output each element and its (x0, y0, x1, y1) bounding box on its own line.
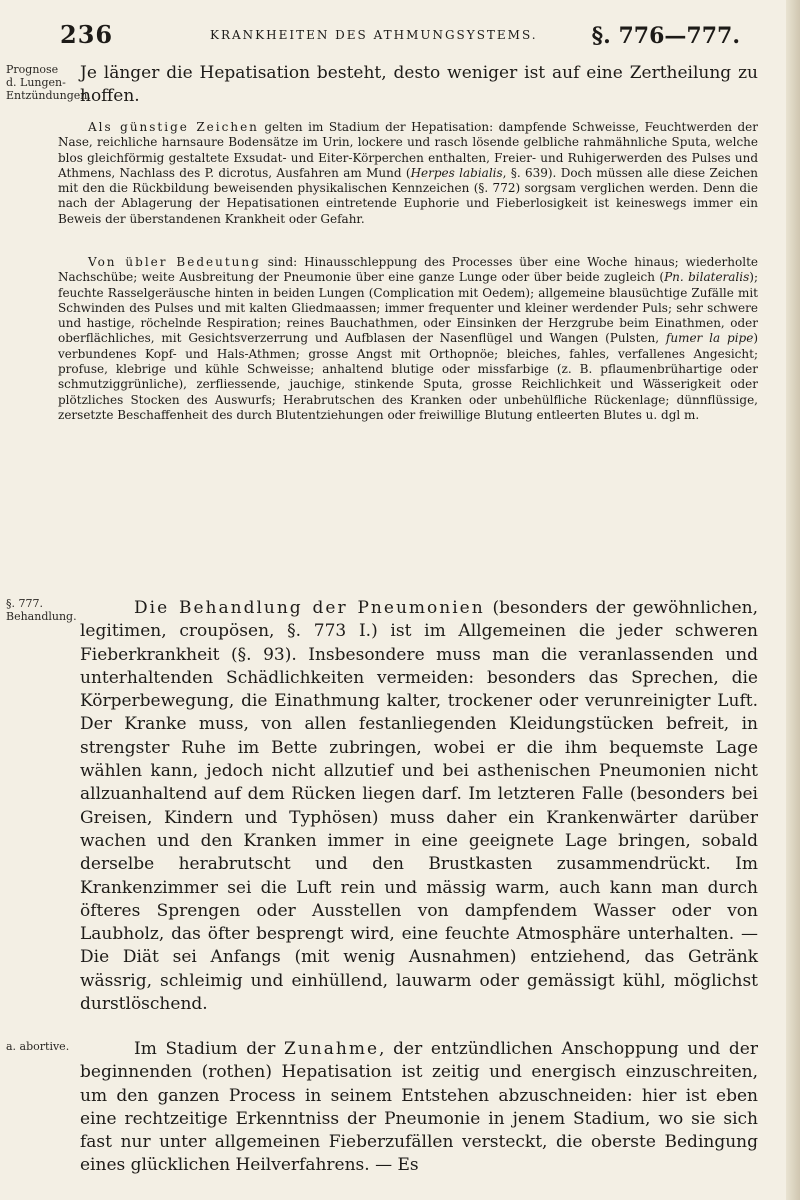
paragraph-unfavorable-signs: Von übler Bedeutung sind: Hinausschleppung des Processes über eine Woche hinaus; wiederholte Nachschübe; weite Ausbreitung der Pneumonie über eine ganze Lunge oder über beide zugleich (Pn. bilateralis); feuchte Rasselgeräusche hinten in beiden Lungen (Complication mit Oedem); allgemeine blausüchtige Zufälle mit Schwinden des Pulses und mit kalten Gliedmaassen; immer frequenter und kleiner werdender Puls; sehr schwere und hastige, röchelnde Respiration; reines Bauchathmen, oder Einsinken der Herzgrube beim Einathmen, oder oberflächliches, mit Gesichtsverzerrung und Aufblasen der Nasenflügel und Wangen (Pulsten, fumer la pipe) verbundenes Kopf- und Hals-Athmen; grosse Angst mit Orthopnöe; bleiches, fahles, verfallenes Angesicht; profuse, klebrige und kühle Schweisse; anhaltend blutige oder missfarbige (z. B. pflaumenbrühartige oder schmutziggrünliche), zerfliessende, jauchige, stinkende Sputa, grosse Reichlichkeit und Wässerigkeit oder plötzliches Stocken des Auswurfs; Herabrutschen des Kranken oder unbehülfliche Rückenlage; dünnflüssige, zersetzte Beschaffenheit des durch Blutentziehungen oder freiwillige Blutung entleerten Blutes u. dgl m. (58, 255, 759, 422)
page-header (60, 20, 740, 56)
page-spine-edge (786, 0, 800, 1200)
section-range: §. 776—777. (591, 23, 740, 49)
paragraph-treatment: Die Behandlung der Pneumonien (besonders der gewöhnlichen, legitimen, croupösen, §. 773 I.) ist im Allgemeinen die jeder schweren Fieberkrankheit (§. 93). Insbesondere muss man die veranlassenden und unterhaltenden Schädlichkeiten vermeiden: besonders das Sprechen, die Körperbewegung, die Einathmung kalter, trockener oder verunreinigter Luft. Der Kranke muss, von allen festanliegenden Kleidungstücken befreit, in strengster Ruhe im Bette zubringen, wobei er die ihm bequemste Lage wählen kann, jedoch nicht allzutief und bei asthenischen Pneumonien nicht allzuanhaltend auf dem Rücken liegen darf. Im letzteren Falle (besonders bei Greisen, Kindern und Typhösen) muss daher ein Krankenwärter darüber wachen und den Kranken immer in eine geeignete Lage bringen, sobald derselbe herabrutscht und den Brustkasten zusammendrückt. Im Krankenzimmer sei die Luft rein und mässig warm, auch kann man durch öfteres Sprengen oder Ausstellen von dampfendem Wasser oder von Laubholz, das öfter besprengt wird, eine feuchte Atmosphäre unterhalten. — Die Diät sei Anfangs (mit wenig Ausnahmen) entziehend, das Getränk wässrig, schleimig und einhüllend, lauwarm oder gemässigt kühl, möglichst durstlöschend. (80, 598, 758, 1015)
margin-note-abortive: a. abortive. (6, 1040, 70, 1053)
page-number: 236 (60, 20, 114, 49)
prognosis-text: Je länger die Hepatisation besteht, desto weniger ist auf eine Zertheilung zu hoffen. (80, 63, 758, 107)
paragraph-abortive: Im Stadium der Zunahme, der entzündlichen Anschoppung und der beginnenden (rothen) Hepatisation ist zeitig und energisch einzuschreiten, um den ganzen Process in seinem Entstehen abzuschneiden: hier ist eben eine rechtzeitige Erkenntniss der Pneumonie in jenem Stadium, wo sie sich fast nur unter allgemeinen Fieberzufällen versteckt, die oberste Bedingung eines glücklichen Heilverfahrens. — Es (80, 1039, 758, 1176)
paragraph-prognosis-intro (80, 62, 758, 109)
abortive-heading: Zunahme (284, 1039, 380, 1059)
margin-note-behandlung: §. 777. Behandlung. (6, 597, 77, 623)
favorable-signs-heading: Als günstige Zeichen (88, 120, 259, 134)
running-title: KRANKHEITEN DES ATHMUNGSYSTEMS. (210, 28, 538, 42)
paragraph-favorable-signs: Als günstige Zeichen gelten im Stadium der Hepatisation: dampfende Schweisse, Feuchtwerden der Nase, reichliche harnsaure Bodensätze im Urin, lockere und rasch lösende gelbliche rahmähnliche Sputa, welche blos gleichförmig gestaltete Exsudat- und Eiter-Körperchen enthalten, Freier- und Ruhigerwerden des Pulses und Athmens, Nachlass des P. dicrotus, Ausfahren am Mund (Herpes labialis, §. 639). Doch müssen alle diese Zeichen mit den die Rückbildung beweisenden physikalischen Kennzeichen (§. 772) sorgsam verglichen werden. Denn die nach der Ablagerung der Hepatisationen eintretende Euphorie und Fieberlosigkeit ist keineswegs immer ein Beweis der überstandenen Krankheit oder Gefahr. (58, 120, 759, 226)
treatment-heading: Die Behandlung der Pneumonien (134, 598, 485, 618)
unfavorable-signs-heading: Von übler Bedeutung (88, 255, 261, 269)
margin-note-prognose: Prognose d. Lungen-Entzündungen. (6, 63, 91, 102)
